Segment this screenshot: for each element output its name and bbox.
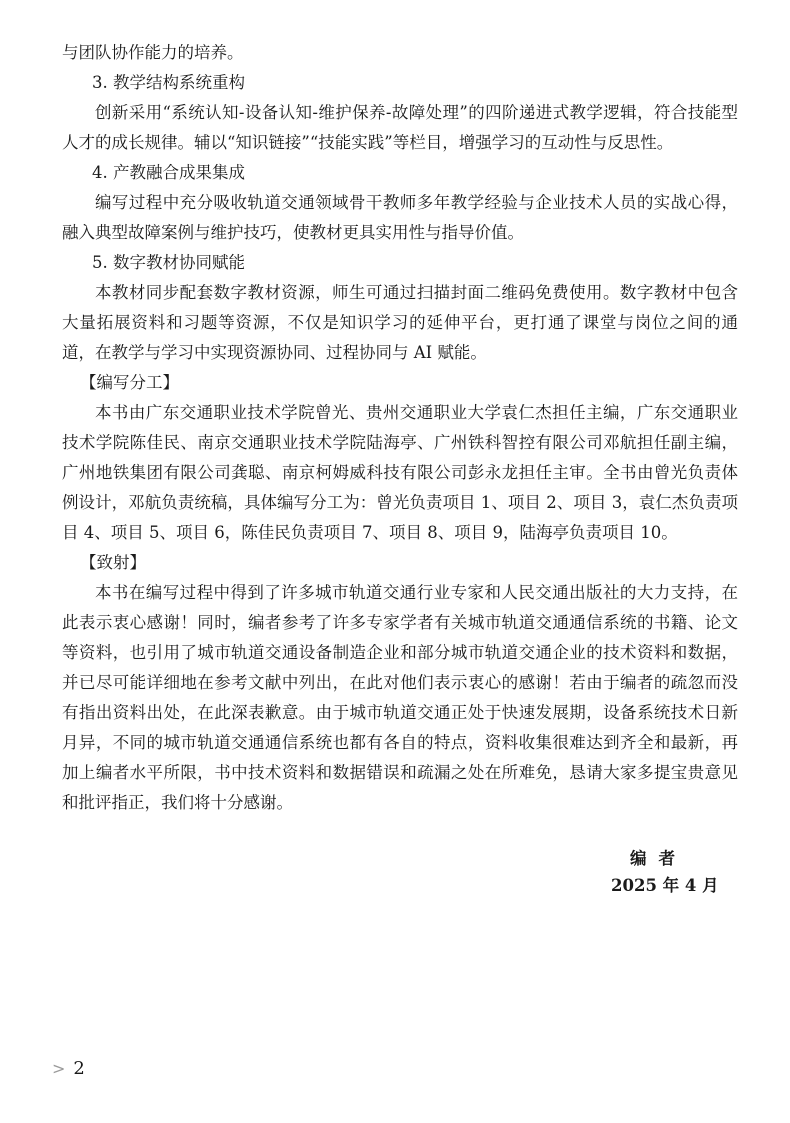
item3-body: 创新采用“系统认知-设备认知-维护保养-故障处理”的四阶递进式教学逻辑，符合技能型人才的成长规律。辅以“知识链接”“技能实践”等栏目，增强学习的互动性与反思性。: [62, 103, 738, 152]
intro-tail: 与团队协作能力的培养。: [62, 43, 244, 62]
page-footer: [52, 1058, 85, 1079]
signature-date: 2025 年 4 月: [611, 876, 719, 895]
item4-title: 4. 产教融合成果集成: [92, 163, 245, 182]
item5-title: 5. 数字教材协同赋能: [92, 253, 245, 272]
item3-title: 3. 教学结构系统重构: [92, 73, 245, 92]
thanks-body: 本书在编写过程中得到了许多城市轨道交通行业专家和人民交通出版社的大力支持，在此表示衷心感谢！同时，编者参考了许多专家学者有关城市轨道交通通信系统的书籍、论文等资料，也引用了城市轨道交通设备制造企业和部分城市轨道交通企业的技术资料和数据，并已尽可能详细地在参考文献中列出，在此对他们表示衷心的感谢！若由于编者的疏忽而没有指出资料出处，在此深表歉意。由于城市轨道交通正处于快速发展期，设备系统技术日新月异，不同的城市轨道交通通信系统也都有各自的特点，资料收集很难达到齐全和最新，再加上编者水平所限，书中技术资料和数据错误和疏漏之处在所难免，恳请大家多提宝贵意见和批评指正，我们将十分感谢。: [62, 583, 738, 812]
item4-body: 编写过程中充分吸收轨道交通领域骨干教师多年教学经验与企业技术人员的实战心得，融入典型故障案例与维护技巧，使教材更具实用性与指导价值。: [62, 193, 738, 242]
signature-author: 编者: [630, 849, 687, 868]
document-body: [62, 38, 738, 818]
item5-body: 本教材同步配套数字教材资源，师生可通过扫描封面二维码免费使用。数字教材中包含大量拓展资料和习题等资源，不仅是知识学习的延伸平台，更打通了课堂与岗位之间的通道，在教学与学习中实现资源协同、过程协同与 AI 赋能。: [62, 283, 738, 362]
page-number: 2: [73, 1058, 85, 1079]
division-body: 本书由广东交通职业技术学院曾光、贵州交通职业大学袁仁杰担任主编，广东交通职业技术学院陈佳民、南京交通职业技术学院陆海亭、广州铁科智控有限公司邓航担任副主编，广州地铁集团有限公司龚聪、南京柯姆威科技有限公司彭永龙担任主审。全书由曾光负责体例设计，邓航负责统稿，具体编写分工为：曾光负责项目 1、项目 2、项目 3，袁仁杰负责项目 4、项目 5、项目 6，陈佳民负责项目 7、项目 8、项目 9，陆海亭负责项目 10。: [62, 403, 738, 542]
section-thanks-title: 【致射】: [80, 553, 146, 572]
chevron-right-icon: >: [52, 1059, 66, 1078]
section-division-title: 【编写分工】: [80, 373, 179, 392]
